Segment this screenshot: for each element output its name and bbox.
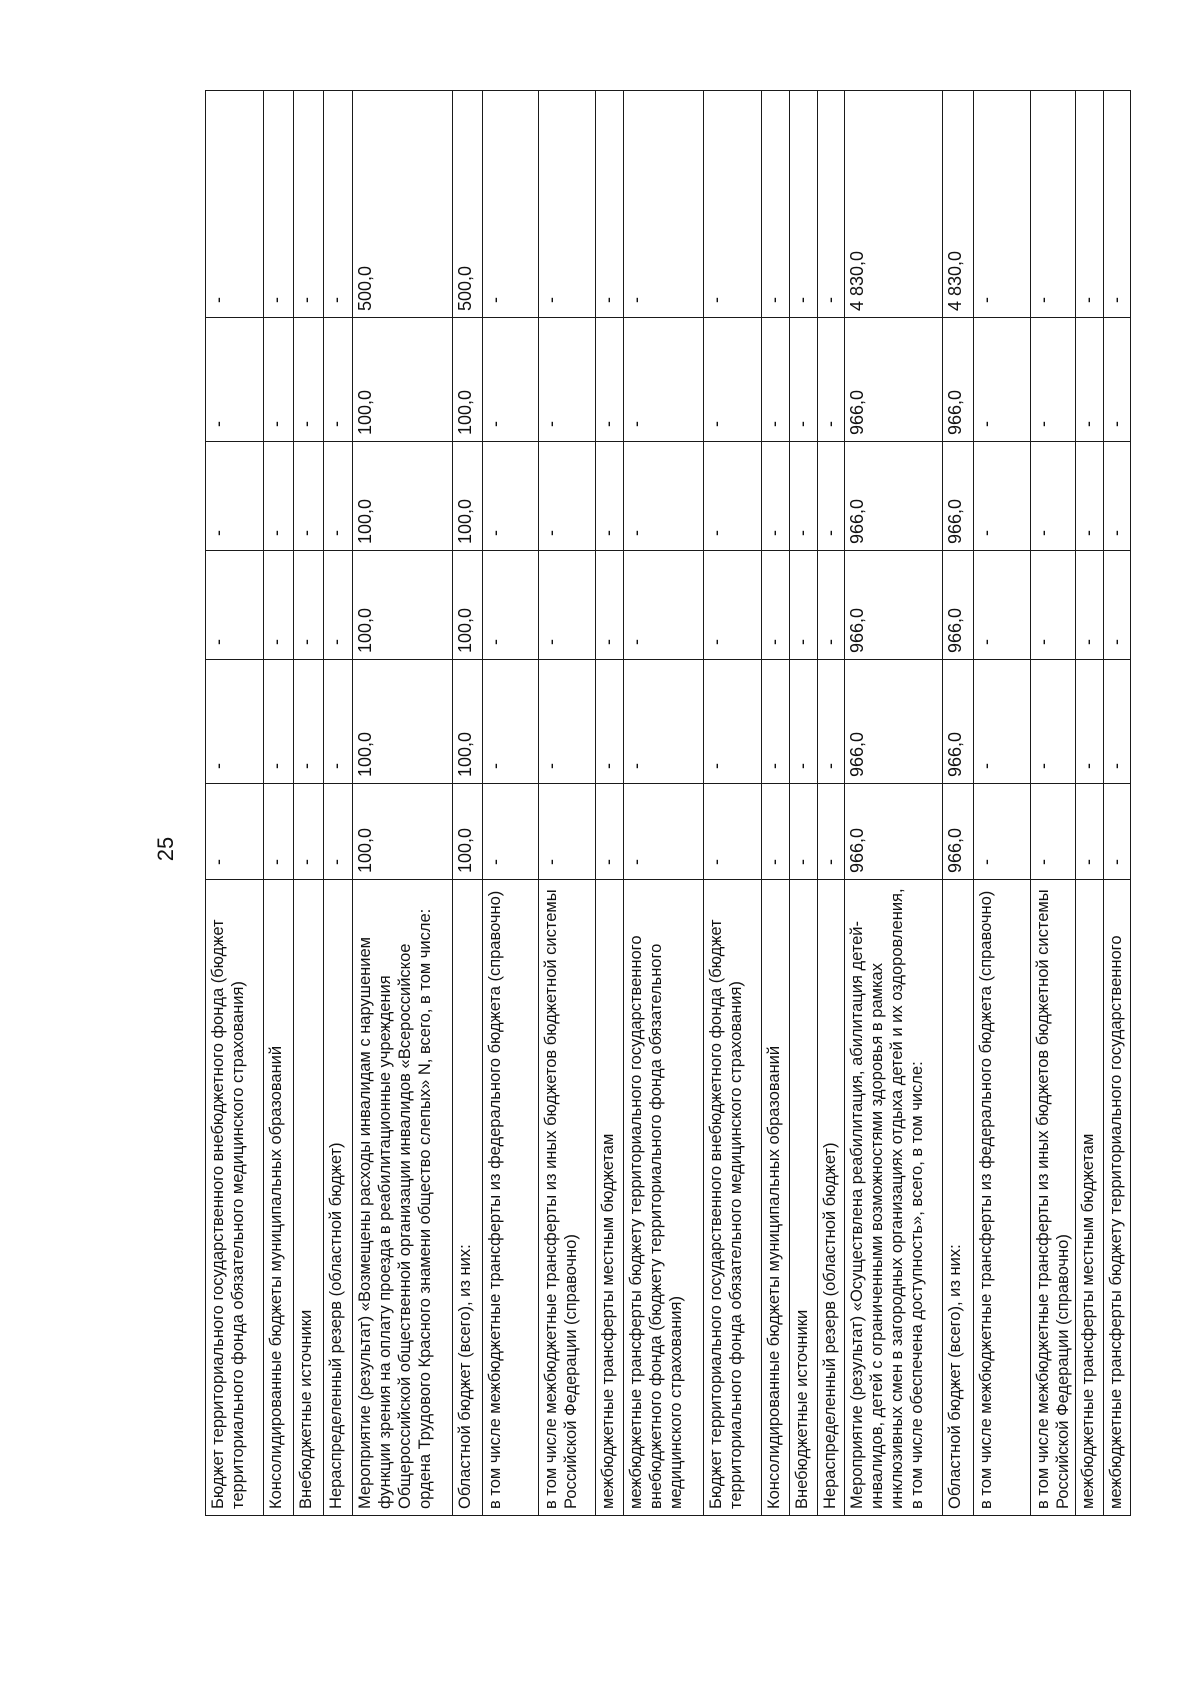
value-cell: - [1076, 784, 1104, 880]
table-row [624, 91, 704, 1516]
row-label-cell: в том числе межбюджетные трансферты из иных бюджетов бюджетной системы Российской Федерации (справочно) [1030, 880, 1075, 1516]
row-label-cell: межбюджетные трансферты местным бюджетам [596, 880, 624, 1516]
value-cell: - [818, 660, 845, 784]
value-cell: 100,0 [453, 442, 483, 551]
value-cell: - [264, 784, 294, 880]
table-row [453, 91, 483, 1516]
value-cell: - [973, 660, 1030, 784]
value-cell: - [294, 551, 324, 660]
row-label-cell: Нераспределенный резерв (областной бюджет) [818, 880, 845, 1516]
row-label-cell: Бюджет территориального государственного внебюджетного фонда (бюджет территориального фонда обязательного медицинского страхования) [206, 880, 264, 1516]
value-cell: - [1104, 784, 1131, 880]
value-cell: - [762, 91, 790, 318]
value-cell: - [762, 660, 790, 784]
table-row [818, 91, 845, 1516]
value-cell: - [973, 91, 1030, 318]
value-cell: - [483, 318, 539, 442]
value-cell: - [206, 318, 264, 442]
value-cell: - [539, 318, 596, 442]
value-cell: - [324, 91, 353, 318]
value-cell: - [483, 551, 539, 660]
value-cell: - [596, 660, 624, 784]
value-cell: - [596, 442, 624, 551]
value-cell: - [324, 784, 353, 880]
value-cell: - [596, 91, 624, 318]
value-cell: 100,0 [353, 442, 453, 551]
value-cell: - [264, 318, 294, 442]
value-cell: - [790, 318, 818, 442]
value-cell: - [790, 660, 818, 784]
value-cell: - [1104, 551, 1131, 660]
value-cell: 100,0 [453, 784, 483, 880]
value-cell: - [539, 442, 596, 551]
value-cell: - [624, 551, 704, 660]
value-cell: 966,0 [942, 318, 973, 442]
table-row [264, 91, 294, 1516]
value-cell: - [818, 91, 845, 318]
value-cell: 966,0 [942, 551, 973, 660]
value-cell: - [1076, 551, 1104, 660]
value-cell: - [790, 551, 818, 660]
value-cell: - [264, 551, 294, 660]
row-label-cell: Консолидированные бюджеты муниципальных образований [762, 880, 790, 1516]
value-cell: - [483, 784, 539, 880]
row-label-cell: Нераспределенный резерв (областной бюджет) [324, 880, 353, 1516]
value-cell: - [596, 318, 624, 442]
value-cell: - [483, 442, 539, 551]
value-cell: - [1030, 91, 1075, 318]
table-row [596, 91, 624, 1516]
value-cell: - [762, 442, 790, 551]
value-cell: - [1104, 442, 1131, 551]
value-cell: - [324, 318, 353, 442]
value-cell: 100,0 [353, 784, 453, 880]
value-cell: - [1030, 784, 1075, 880]
value-cell: 100,0 [453, 551, 483, 660]
table-row [324, 91, 353, 1516]
value-cell: - [264, 660, 294, 784]
value-cell: - [704, 551, 762, 660]
table-row [973, 91, 1030, 1516]
budget-table-rotated [205, 91, 1127, 1516]
row-label-cell: Внебюджетные источники [790, 880, 818, 1516]
value-cell: - [704, 318, 762, 442]
value-cell: - [264, 442, 294, 551]
table-row [1104, 91, 1131, 1516]
row-label-cell: межбюджетные трансферты бюджету территориального государственного [1104, 880, 1131, 1516]
value-cell: - [762, 318, 790, 442]
value-cell: - [624, 442, 704, 551]
table-row [790, 91, 818, 1516]
value-cell: 966,0 [942, 660, 973, 784]
value-cell: - [818, 784, 845, 880]
row-label-cell: межбюджетные трансферты местным бюджетам [1076, 880, 1104, 1516]
value-cell: - [206, 442, 264, 551]
row-label-cell: Областной бюджет (всего), из них: [453, 880, 483, 1516]
value-cell: - [973, 318, 1030, 442]
row-label-cell: в том числе межбюджетные трансферты из иных бюджетов бюджетной системы Российской Федерации (справочно) [539, 880, 596, 1516]
value-cell: - [1076, 91, 1104, 318]
row-label-cell: межбюджетные трансферты бюджету территориального государственного внебюджетного фонда (бюджету территориального фонда обязательного медицинского страхования) [624, 880, 704, 1516]
value-cell: - [973, 442, 1030, 551]
value-cell: 966,0 [942, 784, 973, 880]
value-cell: - [704, 660, 762, 784]
value-cell: - [1076, 660, 1104, 784]
value-cell: - [624, 660, 704, 784]
row-label-cell: Мероприятие (результат) «Осуществлена реабилитация, абилитация детей-инвалидов, детей с ограниченными возможностями здоровья в рамках инклюзивных смен в загородных организациях отдыха детей и их оздоровления, в том числе обеспечена доступность», всего, в том числе: [844, 880, 942, 1516]
value-cell: - [790, 442, 818, 551]
row-label-cell: Мероприятие (результат) «Возмещены расходы инвалидам с нарушением функции зрения на оплату проезда в реабилитационные учреждения Общероссийской общественной организации инвалидов «Всероссийское ордена Трудового Красного знамени общество слепых» N, всего, в том числе: [353, 880, 453, 1516]
value-cell: - [1030, 551, 1075, 660]
value-cell: - [206, 784, 264, 880]
value-cell: - [1104, 91, 1131, 318]
budget-table-body [206, 91, 1131, 1516]
row-label-cell: Внебюджетные источники [294, 880, 324, 1516]
value-cell: 966,0 [844, 784, 942, 880]
value-cell: 966,0 [942, 442, 973, 551]
table-row [762, 91, 790, 1516]
value-cell: - [596, 784, 624, 880]
value-cell: 966,0 [844, 442, 942, 551]
value-cell: - [704, 784, 762, 880]
table-row [704, 91, 762, 1516]
value-cell: - [294, 442, 324, 551]
value-cell: - [704, 442, 762, 551]
value-cell: - [762, 784, 790, 880]
value-cell: - [324, 551, 353, 660]
value-cell: 966,0 [844, 318, 942, 442]
value-cell: - [294, 660, 324, 784]
value-cell: - [704, 91, 762, 318]
value-cell: - [206, 551, 264, 660]
value-cell: - [294, 318, 324, 442]
table-row [1030, 91, 1075, 1516]
value-cell: 4 830,0 [844, 91, 942, 318]
value-cell: - [539, 660, 596, 784]
table-row [206, 91, 264, 1516]
value-cell: - [483, 660, 539, 784]
value-cell: - [1104, 318, 1131, 442]
value-cell: - [790, 784, 818, 880]
value-cell: - [818, 442, 845, 551]
value-cell: - [790, 91, 818, 318]
value-cell: - [324, 660, 353, 784]
row-label-cell: в том числе межбюджетные трансферты из федерального бюджета (справочно) [483, 880, 539, 1516]
row-label-cell: Консолидированные бюджеты муниципальных образований [264, 880, 294, 1516]
value-cell: - [539, 91, 596, 318]
value-cell: - [624, 784, 704, 880]
table-row [294, 91, 324, 1516]
value-cell: 100,0 [453, 660, 483, 784]
value-cell: 100,0 [353, 660, 453, 784]
value-cell: - [624, 91, 704, 318]
value-cell: - [818, 318, 845, 442]
value-cell: - [1030, 442, 1075, 551]
value-cell: - [973, 551, 1030, 660]
value-cell: - [762, 551, 790, 660]
value-cell: - [1104, 660, 1131, 784]
value-cell: - [624, 318, 704, 442]
value-cell: - [1030, 660, 1075, 784]
value-cell: - [1030, 318, 1075, 442]
value-cell: 966,0 [844, 551, 942, 660]
table-row [539, 91, 596, 1516]
value-cell: - [596, 551, 624, 660]
value-cell: - [264, 91, 294, 318]
table-row [483, 91, 539, 1516]
row-label-cell: Бюджет территориального государственного внебюджетного фонда (бюджет территориального фонда обязательного медицинского страхования) [704, 880, 762, 1516]
value-cell: 100,0 [353, 318, 453, 442]
value-cell: - [483, 91, 539, 318]
value-cell: - [294, 91, 324, 318]
value-cell: 100,0 [453, 318, 483, 442]
value-cell: - [1076, 318, 1104, 442]
budget-table [205, 90, 1131, 1516]
value-cell: - [206, 91, 264, 318]
table-row [942, 91, 973, 1516]
value-cell: - [539, 784, 596, 880]
value-cell: - [324, 442, 353, 551]
table-row [353, 91, 453, 1516]
value-cell: - [206, 660, 264, 784]
value-cell: - [973, 784, 1030, 880]
value-cell: - [294, 784, 324, 880]
value-cell: - [539, 551, 596, 660]
row-label-cell: в том числе межбюджетные трансферты из федерального бюджета (справочно) [973, 880, 1030, 1516]
value-cell: 966,0 [844, 660, 942, 784]
value-cell: - [1076, 442, 1104, 551]
row-label-cell: Областной бюджет (всего), из них: [942, 880, 973, 1516]
page-number: 25 [153, 836, 178, 862]
value-cell: 500,0 [353, 91, 453, 318]
value-cell: - [818, 551, 845, 660]
value-cell: 100,0 [353, 551, 453, 660]
value-cell: 4 830,0 [942, 91, 973, 318]
value-cell: 500,0 [453, 91, 483, 318]
table-row [1076, 91, 1104, 1516]
table-row [844, 91, 942, 1516]
budget-table-viewport [205, 91, 1127, 1516]
